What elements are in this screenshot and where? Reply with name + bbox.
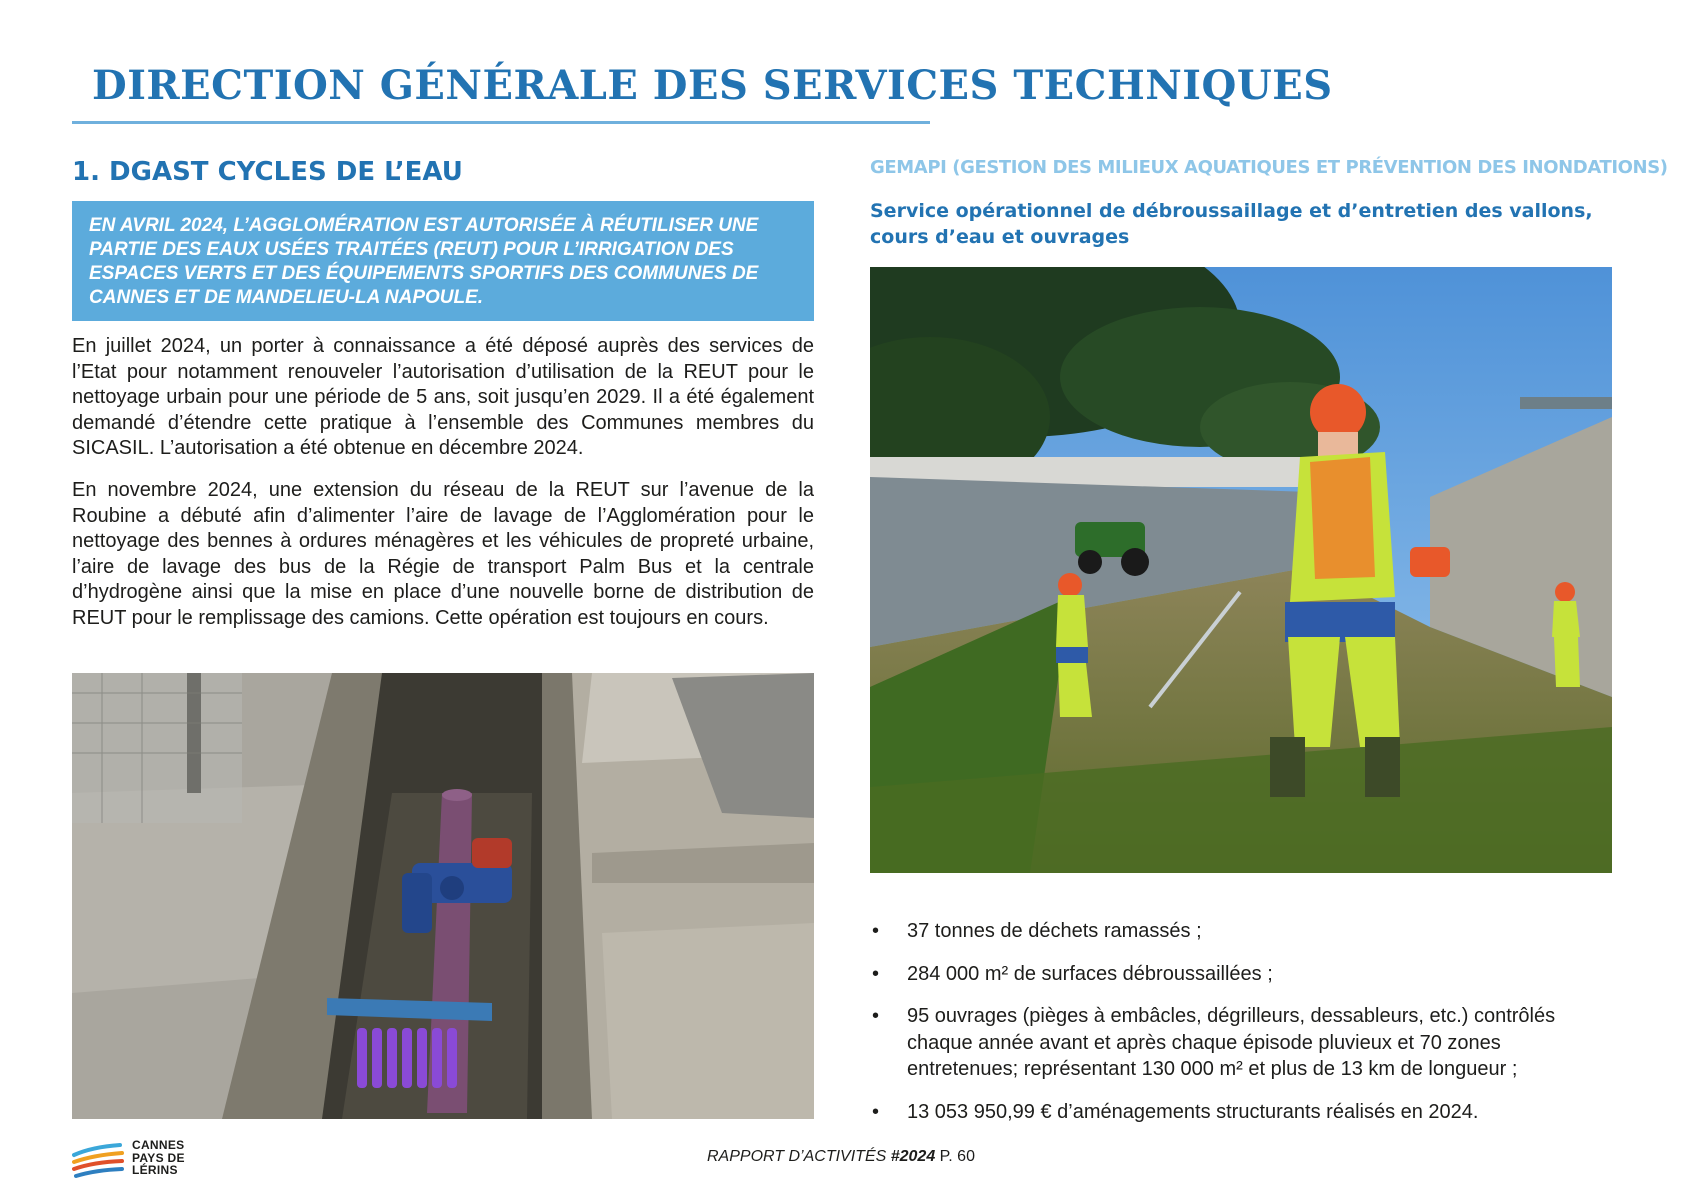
bullet-dot: • [872, 1100, 880, 1123]
report-label: RAPPORT D’ACTIVITÉS [707, 1148, 891, 1165]
highlight-text [89, 214, 798, 310]
gemapi-subheading: GEMAPI (GESTION DES MILIEUX AQUATIQUES ET PRÉVENTION DES INONDATIONS) [870, 157, 1668, 178]
section-title: 1. DGAST CYCLES DE L’EAU [72, 157, 463, 187]
bullet-dot: • [872, 1005, 880, 1027]
footer-report-label [707, 1148, 975, 1166]
paragraph-reut-authorisation: En juillet 2024, un porter à connaissance a été déposé auprès des services de l’Etat pour notamment renouveler l’autorisation d’utilisation de la REUT pour le nettoyage urbain pour une période de 5 ans, soit jusqu’en 2029. Il a été également demandé d’étendre cette pratique à l’ensemble des Communes membres du SICASIL. L’autorisation a été obtenue en décembre 2024. [72, 335, 814, 460]
list-item [870, 918, 1615, 945]
trench-pipe-photo [72, 673, 814, 1119]
paragraph-reut-extension: En novembre 2024, une extension du réseau de la REUT sur l’avenue de la Roubine a débuté afin d’alimenter l’aire de lavage de l’Agglomération pour le nettoyage des bennes à ordures ménagères et les véhicules de propreté urbaine, l’aire de lavage des bus de la Régie de transport Palm Bus et la centrale d’hydrogène ainsi que la mise en place d’une nouvelle borne de distribution de REUT pour le remplissage des camions. Cette opération est toujours en cours. [72, 479, 814, 629]
list-item-text: 284 000 m² de surfaces débroussaillées ; [907, 962, 1273, 985]
highlight-line: EN AVRIL 2024, L’AGGLOMÉRATION EST AUTORISÉE À RÉUTILISER UNE [89, 215, 759, 236]
list-item [870, 961, 1615, 988]
service-title: Service opérationnel de débroussaillage et d’entretien des vallons, cours d’eau et ouvrages [870, 200, 1593, 248]
page-number: P. 60 [935, 1148, 975, 1165]
highlight-line: ESPACES VERTS ET DES ÉQUIPEMENTS SPORTIFS DES COMMUNES DE [89, 263, 759, 284]
list-item-text: 37 tonnes de déchets ramassés ; [907, 920, 1202, 942]
list-item-text: 95 ouvrages (pièges à embâcles, dégrilleurs, dessableurs, etc.) contrôlés chaque année avant et après chaque épisode pluvieux et 70 zones entretenues; représentant 130 000 m² et plus de 13 km de longueur ; [907, 1005, 1556, 1080]
logo-text [132, 1139, 185, 1177]
bullet-dot: • [872, 920, 880, 942]
list-item [870, 1099, 1615, 1126]
highlight-box [72, 201, 814, 321]
highlight-line: CANNES ET DE MANDELIEU-LA NAPOULE. [89, 287, 484, 308]
bullet-dot: • [872, 962, 880, 985]
logo-line: PAYS DE [132, 1150, 185, 1165]
page-title: DIRECTION GÉNÉRALE DES SERVICES TECHNIQUES [92, 62, 1333, 109]
title-underline [72, 121, 930, 124]
list-item-text: 13 053 950,99 € d’aménagements structurants réalisés en 2024. [907, 1100, 1479, 1123]
report-year: #2024 [890, 1148, 936, 1165]
logo-waves-icon [72, 1137, 132, 1179]
stats-list [870, 918, 1615, 1141]
logo-line: LÉRINS [132, 1163, 178, 1177]
highlight-line: PARTIE DES EAUX USÉES TRAITÉES (REUT) POUR L’IRRIGATION DES [89, 239, 734, 260]
logo-line: CANNES [132, 1138, 185, 1152]
brush-clearing-photo [870, 267, 1612, 873]
list-item [870, 1003, 1615, 1083]
